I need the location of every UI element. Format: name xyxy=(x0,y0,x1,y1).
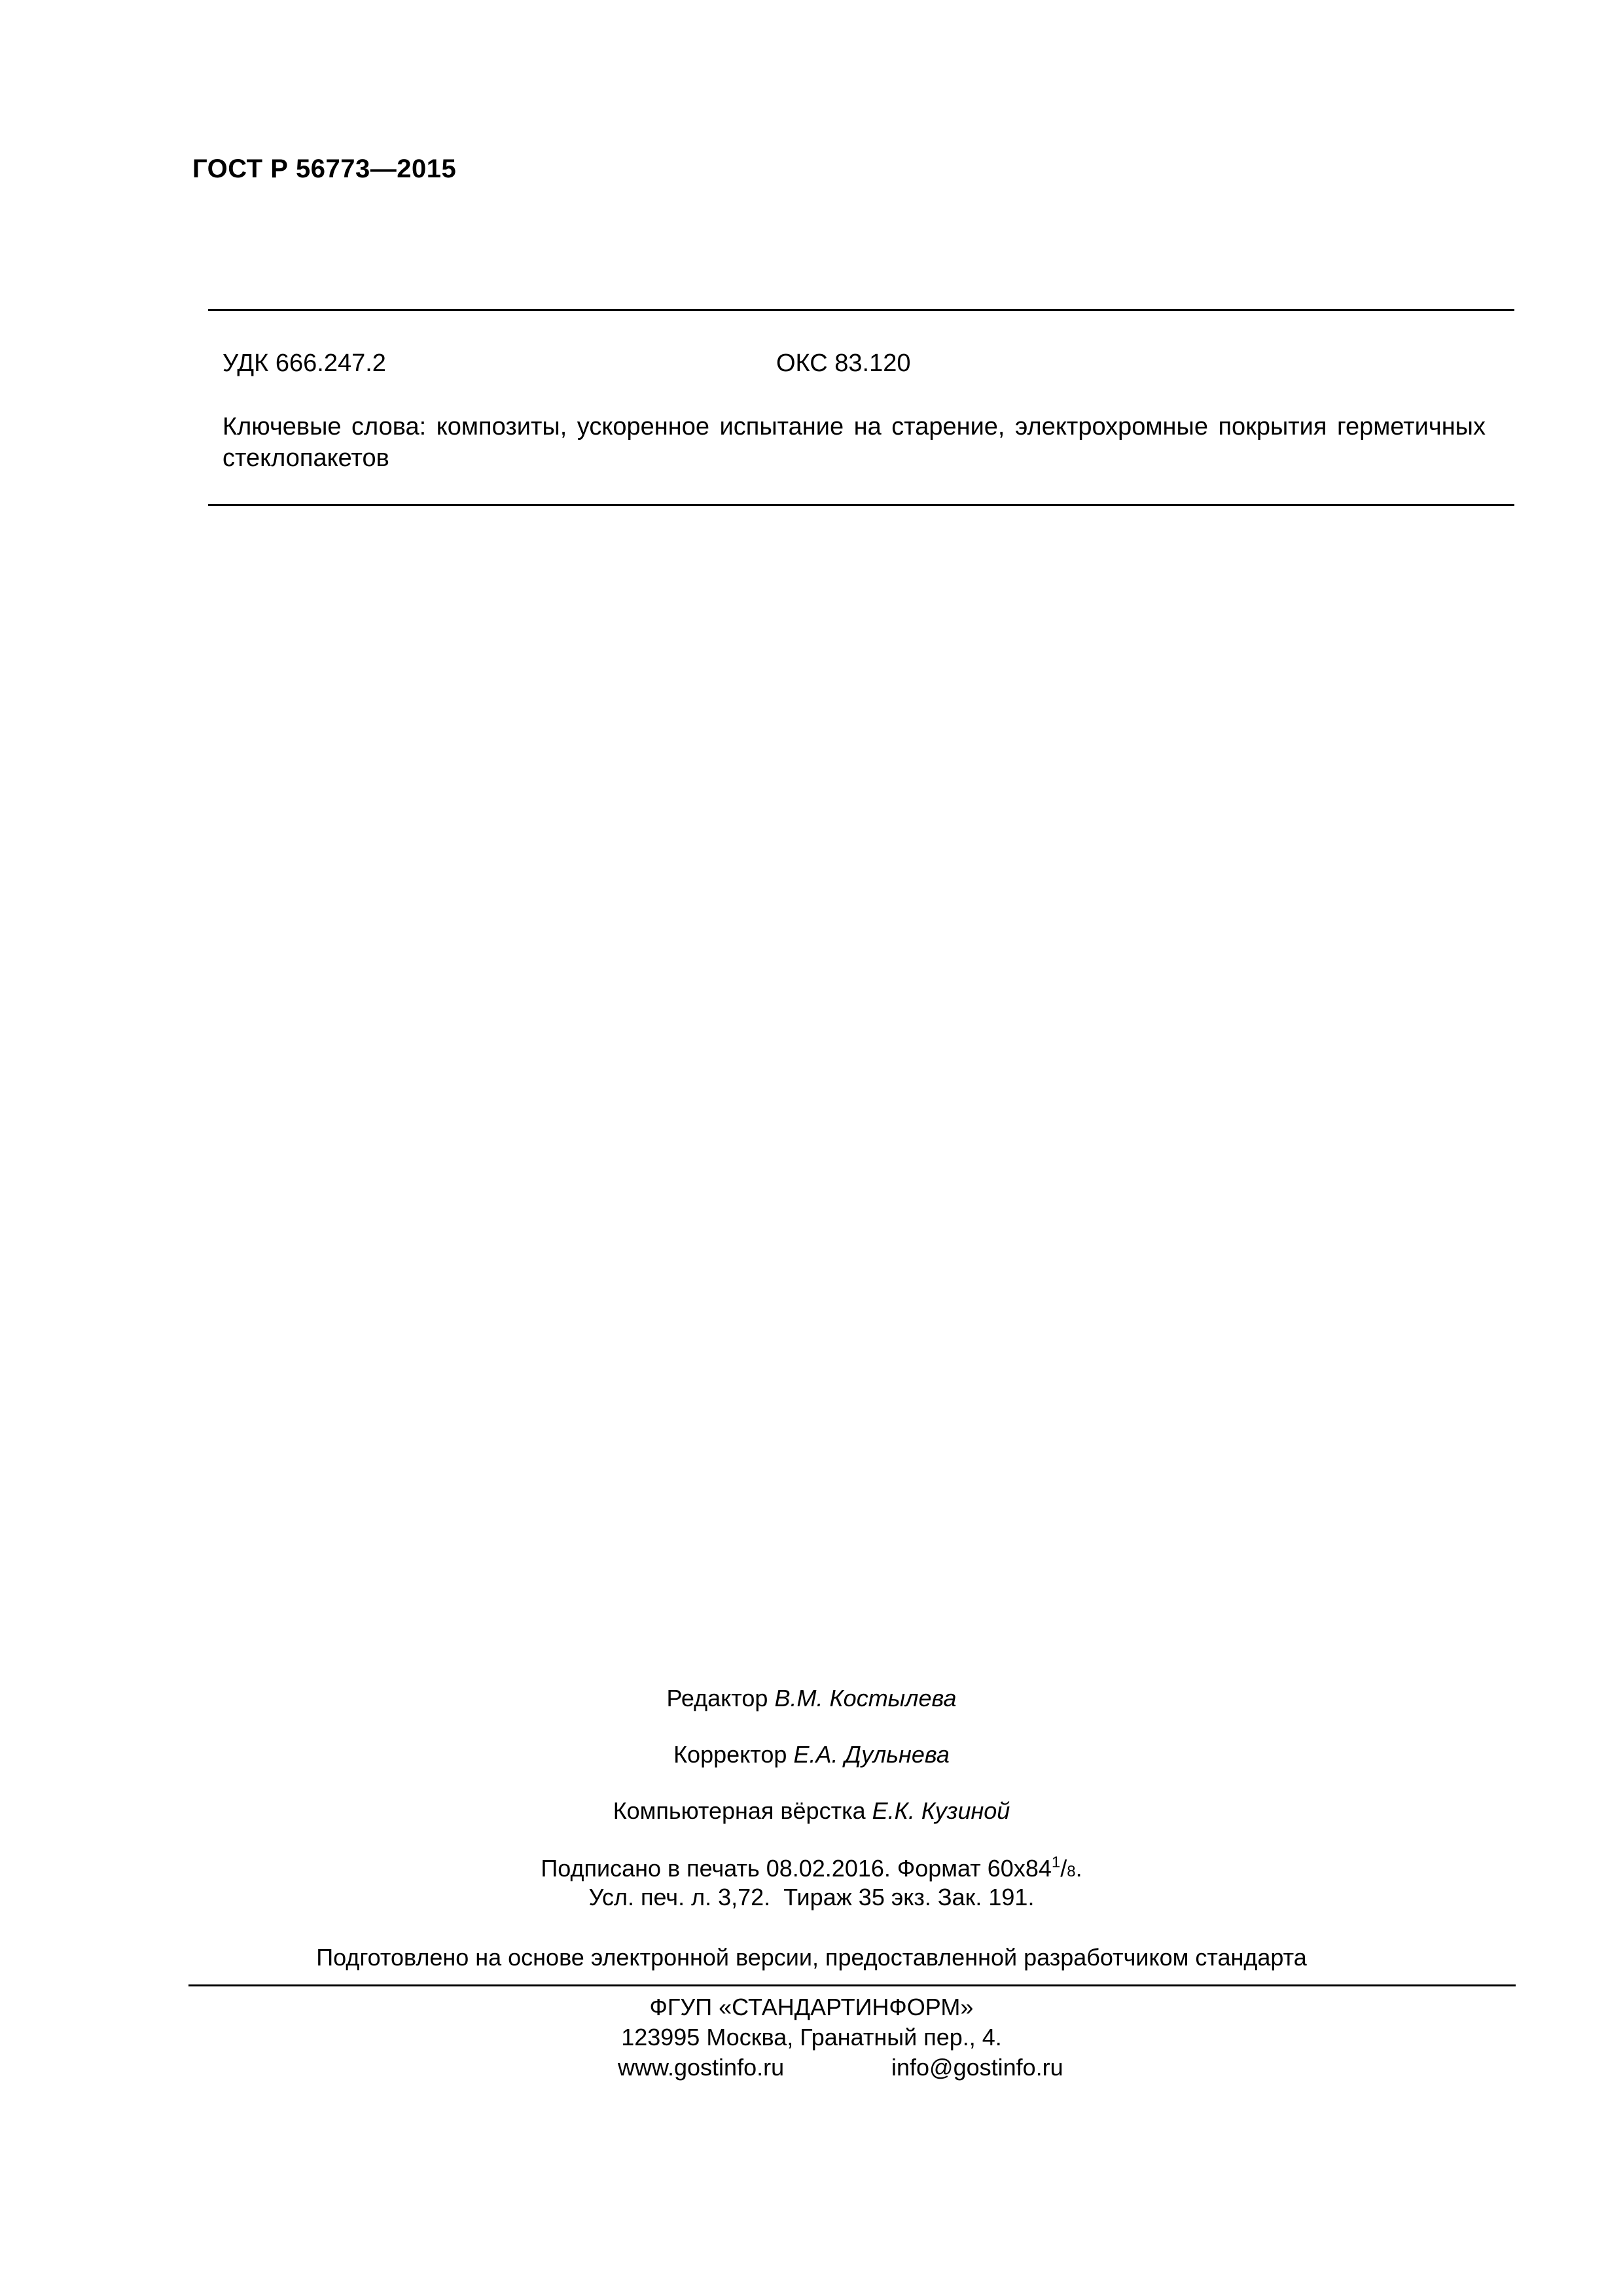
signed-line: Подписано в печать 08.02.2016. Формат $60x84^1/8$. xyxy=(541,1854,1082,1882)
divider-middle xyxy=(208,504,1514,506)
corrector-line xyxy=(0,1741,1623,1768)
corrector-label: Корректор xyxy=(673,1741,787,1768)
print-info: Усл. печ. л. 3,72. Тираж 35 экз. Зак. 191. xyxy=(588,1884,1035,1910)
signed-text: Подписано в печать 08.02.2016. Формат 60x84 xyxy=(541,1855,1052,1882)
signed-end: . xyxy=(1075,1855,1082,1882)
keywords: Ключевые слова: композиты, ускоренное испытание на старение, электрохромные покрытия герметичных стеклопакетов xyxy=(223,413,1486,472)
editor-name: В.М. Костылева xyxy=(774,1685,957,1712)
oks-code: ОКС 83.120 xyxy=(776,350,911,377)
publisher-address: 123995 Москва, Гранатный пер., 4. xyxy=(621,2024,1002,2051)
format-numerator: 1 xyxy=(1051,1854,1061,1871)
format-denominator: 8 xyxy=(1067,1863,1076,1880)
udk-code: УДК 666.247.2 xyxy=(223,350,386,377)
divider-bottom xyxy=(188,1984,1516,1986)
website-link[interactable]: www.gostinfo.ru xyxy=(618,2054,785,2081)
layout-line xyxy=(0,1797,1623,1825)
editor-label: Редактор xyxy=(666,1685,768,1712)
editor-line xyxy=(0,1685,1623,1712)
corrector-name: Е.А. Дульнева xyxy=(793,1741,950,1768)
layout-name: Е.К. Кузиной xyxy=(872,1797,1010,1824)
divider-top xyxy=(208,309,1514,311)
email-link[interactable]: info@gostinfo.ru xyxy=(891,2054,1063,2081)
document-code: ГОСТ Р 56773—2015 xyxy=(192,154,457,183)
publisher-name: ФГУП «СТАНДАРТИНФОРМ» xyxy=(649,1994,974,2020)
prepared-note: Подготовлено на основе электронной версии, предоставленной разработчиком стандарта xyxy=(316,1944,1307,1971)
layout-label: Компьютерная вёрстка xyxy=(613,1797,866,1824)
